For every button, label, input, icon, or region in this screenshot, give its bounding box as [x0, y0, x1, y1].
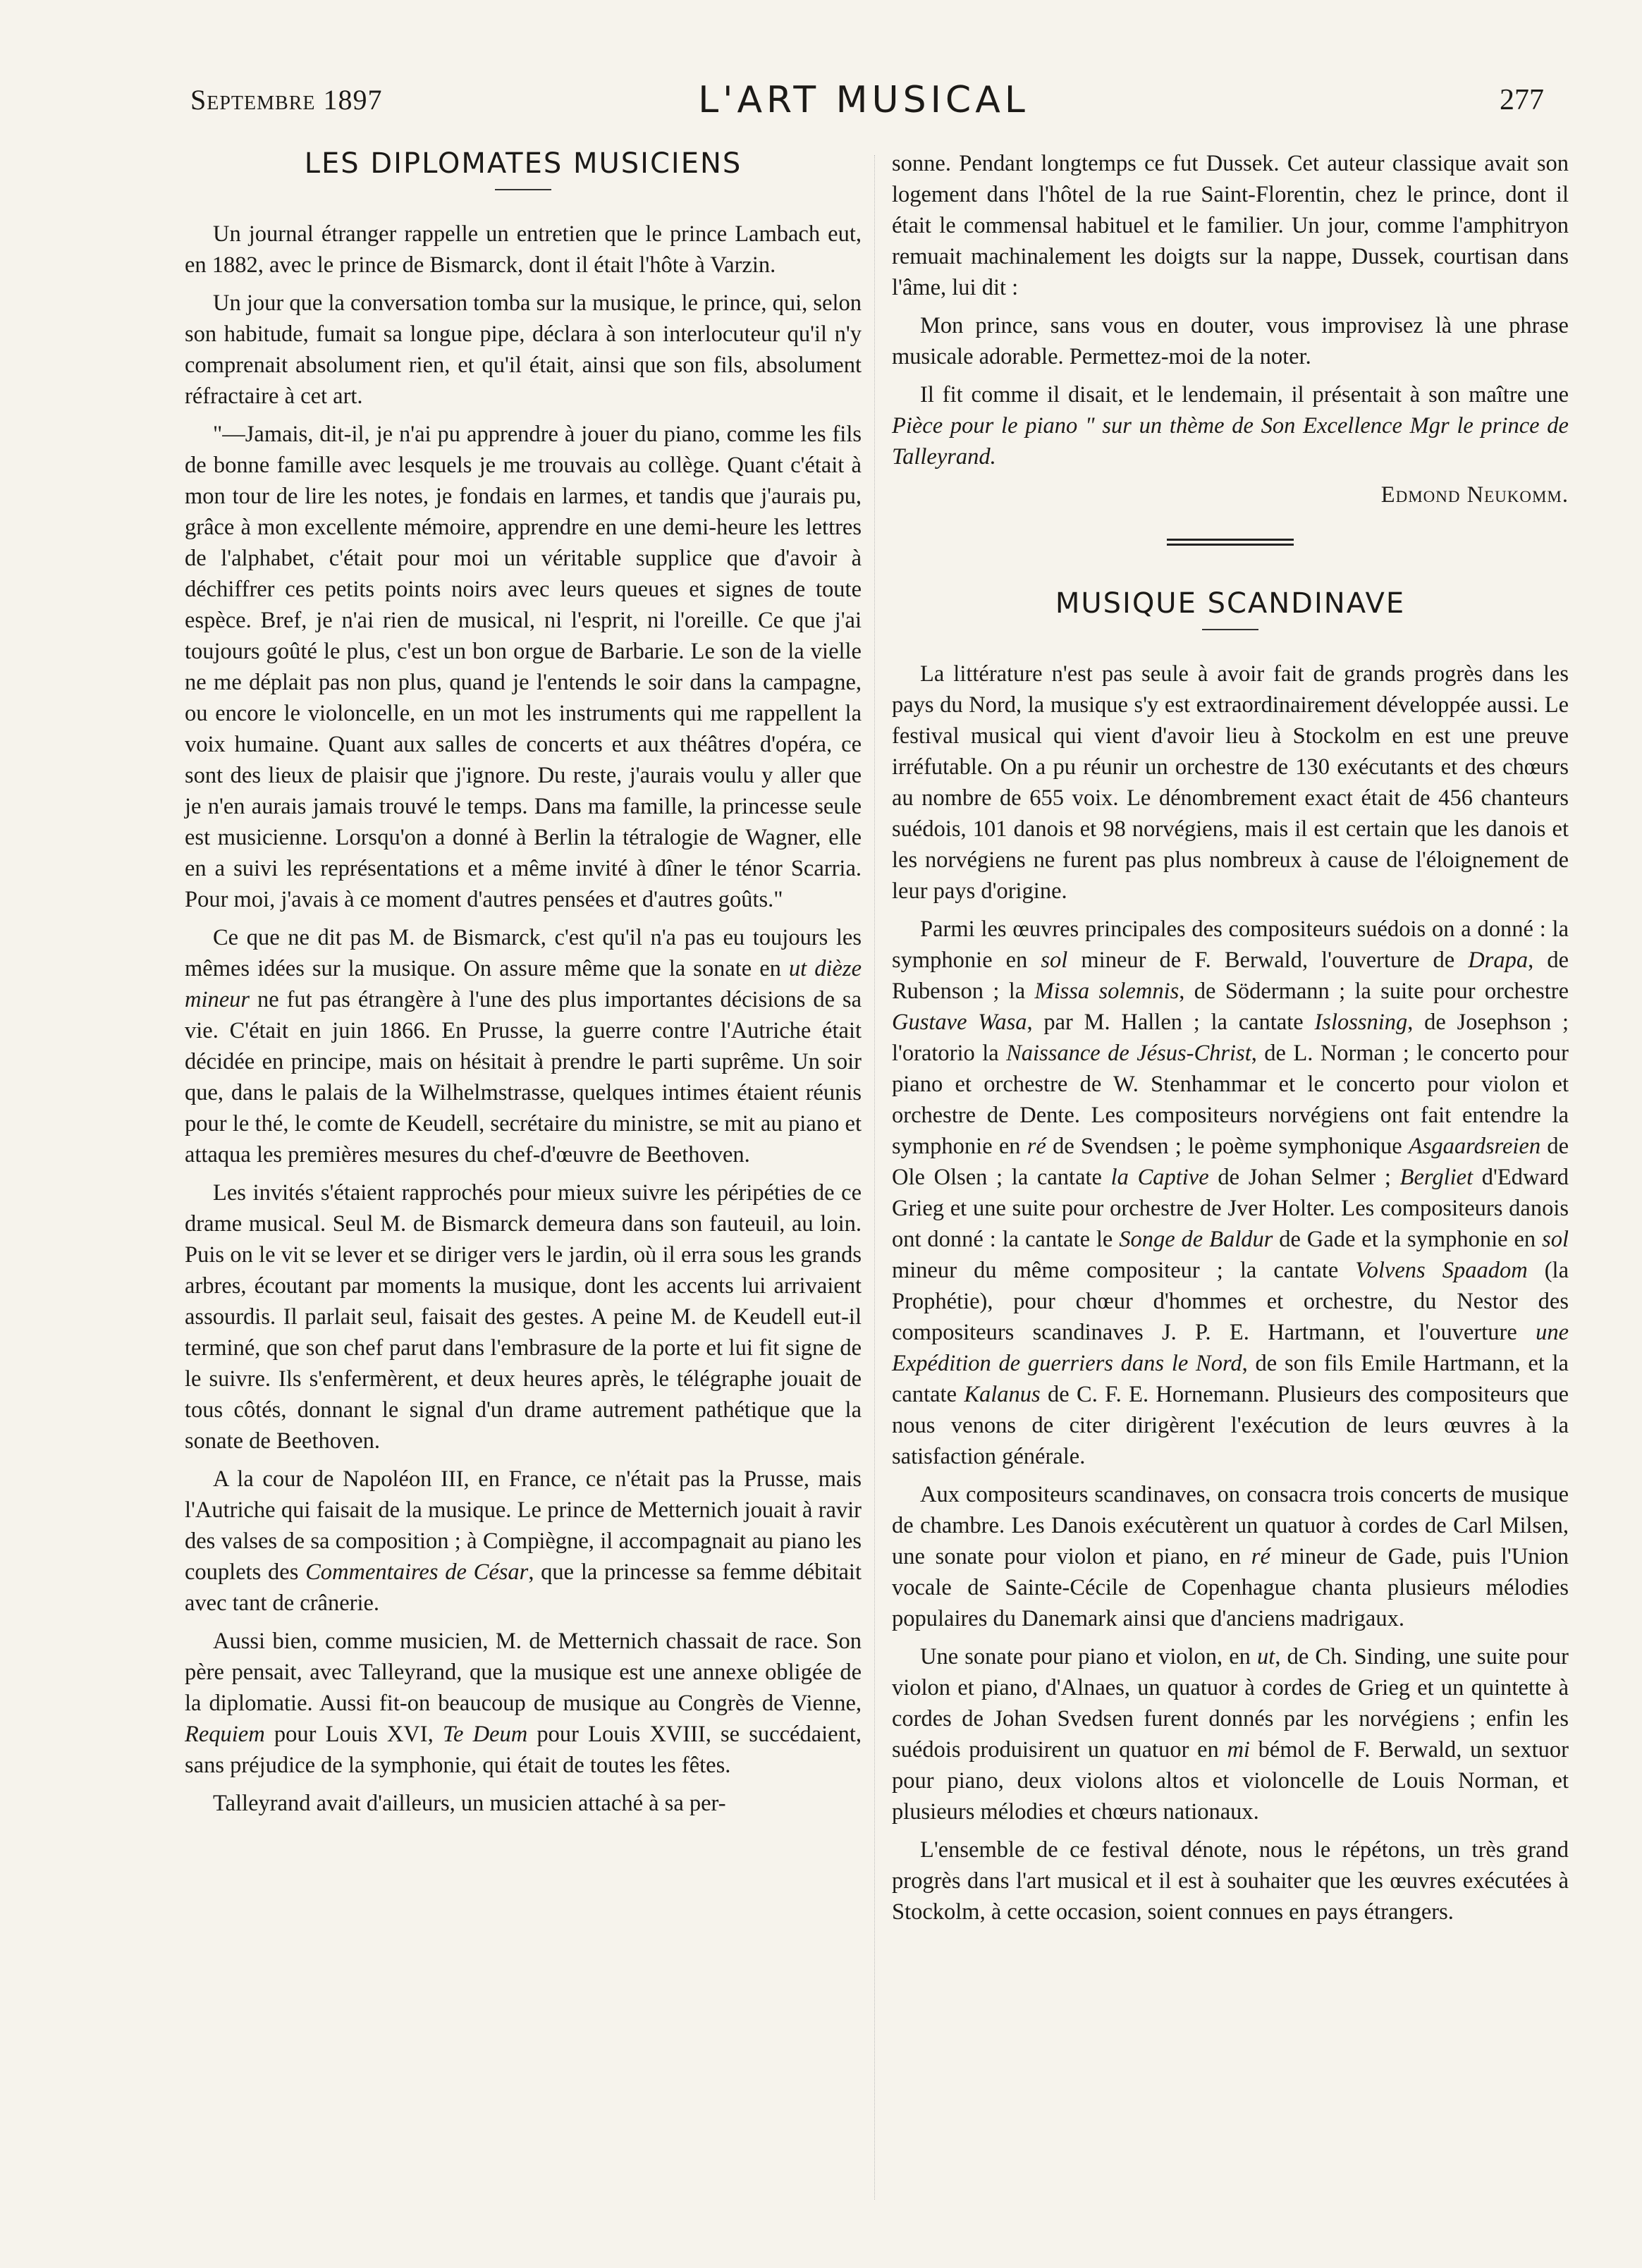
- paragraph: Parmi les œuvres principales des compositeurs suédois on a donné : la symphonie en sol mineur de F. Berwald, l'ouverture de Drapa, de Rubenson ; la Missa solemnis, de Södermann ; la suite pour orchestre Gustave Wasa, par M. Hallen ; la cantate Islossning, de Josephson ; l'oratorio la Naissance de Jésus-Christ, de L. Norman ; le concerto pour piano et orchestre de W. Stenhammar et le concerto pour violon et orchestre de Dente. Les compositeurs norvégiens ont fait entendre la symphonie en ré de Svendsen ; le poème symphonique Asgaardsreien de Ole Olsen ; la cantate la Captive de Johan Selmer ; Bergliet d'Edward Grieg et une suite pour orchestre de Jver Holter. Les compositeurs danois ont donné : la cantate le Songe de Baldur de Gade et la symphonie en sol mineur du même compositeur ; la cantate Volvens Spaadom (la Prophétie), pour chœur d'hommes et orchestre, du Nestor des compositeurs scandinaves J. P. E. Hartmann, et l'ouverture une Expédition de guerriers dans le Nord, de son fils Emile Hartmann, et la cantate Kalanus de C. F. E. Hornemann. Plusieurs des compositeurs que nous venons de citer dirigèrent l'exécution de leurs œuvres à la satisfaction générale.: [892, 917, 1569, 1469]
- journal-title: L'ART MUSICAL: [698, 79, 1029, 121]
- paragraph: Un journal étranger rappelle un entretien que le prince Lambach eut, en 1882, avec le prince de Bismarck, dont il était l'hôte à Varzin.: [185, 221, 862, 278]
- title-rule: [1202, 629, 1258, 630]
- paragraph: Aussi bien, comme musicien, M. de Metternich chassait de race. Son père pensait, avec Talleyrand, que la musique est une annexe obligée de la diplomatie. Aussi fit-on beaucoup de musique au Congrès de Vienne, Requiem pour Louis XVI, Te Deum pour Louis XVIII, se succédaient, sans préjudice de la symphonie, qui était de toutes les fêtes.: [185, 1629, 862, 1778]
- article-separator: [1167, 539, 1294, 546]
- paragraph: Une sonate pour piano et violon, en ut, de Ch. Sinding, une suite pour violon et piano, d'Alnaes, un quatuor à cordes de Grieg et un quintette à cordes de Johan Svedsen furent donnés par les norvégiens ; enfin les suédois produisirent un quatuor en mi bémol de F. Berwald, un sextuor pour piano, deux violons altos et violoncelle de Louis Norman, et plusieurs mélodies et chœurs nationaux.: [892, 1644, 1569, 1825]
- paragraph: Il fit comme il disait, et le lendemain, il présentait à son maître une Pièce pour le piano " sur un thème de Son Excellence Mgr le prince de Talleyrand.: [892, 382, 1569, 470]
- article-title: MUSIQUE SCANDINAVE: [1055, 587, 1406, 620]
- paragraph: Talleyrand avait d'ailleurs, un musicien attaché à sa per-: [213, 1791, 726, 1816]
- paragraph: Mon prince, sans vous en douter, vous improvisez là une phrase musicale adorable. Permettez-moi de la noter.: [892, 313, 1569, 369]
- paragraph: A la cour de Napoléon III, en France, ce n'était pas la Prusse, mais l'Autriche qui faisait de la musique. Le prince de Metternich jouait à ravir des valses de sa composition ; à Compiègne, il accompagnait au piano les couplets des Commentaires de César, que la princesse sa femme débitait avec tant de crânerie.: [185, 1466, 862, 1616]
- paragraph: Aux compositeurs scandinaves, on consacra trois concerts de musique de chambre. Les Danois exécutèrent un quatuor à cordes de Carl Milsen, une sonate pour violon et piano, en ré mineur de Gade, puis l'Union vocale de Sainte-Cécile de Copenhague chanta plusieurs mélodies populaires du Danemark ainsi que d'anciens madrigaux.: [892, 1482, 1569, 1631]
- paragraph: Ce que ne dit pas M. de Bismarck, c'est qu'il n'a pas eu toujours les mêmes idées sur la musique. On assure même que la sonate en ut dièze mineur ne fut pas étrangère à l'une des plus importantes décisions de sa vie. C'était en juin 1866. En Prusse, la guerre contre l'Autriche était décidée en principe, mais on hésitait à prendre le parti suprême. Un soir que, dans le palais de la Wilhelmstrasse, quelques intimes étaient réunis pour le thé, le comte de Keudell, secrétaire du ministre, se mit au piano et attaqua les premières mesures du chef-d'œuvre de Beethoven.: [185, 925, 862, 1167]
- paragraph: Les invités s'étaient rapprochés pour mieux suivre les péripéties de ce drame musical. Seul M. de Bismarck demeura dans son fauteuil, au loin. Puis on le vit se lever et se diriger vers le jardin, où il erra sous les grands arbres, écoutant par moments la musique, dont les accents lui arrivaient assourdis. Il parlait seul, faisait des gestes. A peine M. de Keudell eut-il terminé, que son chef parut dans l'embrasure de la porte et lui fit signe de le suivre. Ils s'enfermèrent, et deux heures après, le télégraphe jouait de tous côtés, donnant le signal d'un drame autrement pathétique que la sonate de Beethoven.: [185, 1180, 862, 1454]
- page-number: 277: [1500, 84, 1544, 116]
- left-column: [185, 148, 862, 1826]
- issue-date: Septembre 1897: [190, 84, 383, 116]
- right-column: [892, 148, 1569, 1935]
- author-signature: Edmond Neukomm.: [1380, 482, 1569, 508]
- paragraph-continued: sonne. Pendant longtemps ce fut Dussek. Cet auteur classique avait son logement dans l'hôtel de la rue Saint-Florentin, chez le prince, dont il était le commensal habituel et le familier. Un jour, comme l'amphitryon remuait machinalement les doigts sur la nappe, Dussek, courtisan dans l'âme, lui dit :: [892, 151, 1569, 300]
- paragraph: Un jour que la conversation tomba sur la musique, le prince, qui, selon son habitude, fumait sa longue pipe, déclara à son interlocuteur qu'il n'y comprenait absolument rien, et qu'il était, ainsi que son fils, absolument réfractaire à cet art.: [185, 290, 862, 409]
- article-title: LES DIPLOMATES MUSICIENS: [304, 147, 742, 180]
- paragraph: L'ensemble de ce festival dénote, nous le répétons, un très grand progrès dans l'art musical et il est à souhaiter que les œuvres exécutées à Stockolm, à cette occasion, soient connues en pays étrangers.: [892, 1837, 1569, 1925]
- title-rule: [495, 189, 551, 190]
- paragraph: La littérature n'est pas seule à avoir fait de grands progrès dans les pays du Nord, la musique s'y est extraordinairement développée aussi. Le festival musical qui vient d'avoir lieu à Stockolm en est une preuve irréfutable. On a pu réunir un orchestre de 130 exécutants et des chœurs au nombre de 655 voix. Le dénombrement exact était de 456 chanteurs suédois, 101 danois et 98 norvégiens, mais il est certain que les danois et les norvégiens ne furent pas plus nombreux à cause de l'éloignement de leur pays d'origine.: [892, 661, 1569, 904]
- paragraph: "—Jamais, dit-il, je n'ai pu apprendre à jouer du piano, comme les fils de bonne famille avec lesquels je me trouvais au collège. Quant c'était à mon tour de lire les notes, je fondais en larmes, et tandis que j'aurais pu, grâce à mon excellente mémoire, apprendre en une demi-heure les lettres de l'alphabet, c'était pour moi un véritable supplice que d'avoir à déchiffrer ces petits points noirs avec leurs queues et signes de toute espèce. Bref, je n'ai rien de musical, ni l'esprit, ni l'oreille. Ce que j'ai toujours goûté le plus, c'est un bon orgue de Barbarie. Le son de la vielle ne me déplait pas non plus, quand je l'entends le soir dans la campagne, ou encore le violoncelle, en un mot les instruments qui me rappellent la voix humaine. Quant aux salles de concerts et aux théâtres d'opéra, ce sont des lieux de plaisir que j'ignore. Du reste, j'aurais voulu y aller que je n'en aurais jamais trouvé le temps. Dans ma famille, la princesse seule est musicienne. Lorsqu'on a donné à Berlin la tétralogie de Wagner, elle en a suivi les représentations et a même invité à dîner le ténor Scarria. Pour moi, j'avais à ce moment d'autres pensées et d'autres goûts.": [185, 422, 862, 912]
- page-header: [176, 79, 1551, 140]
- column-separator: [874, 155, 875, 2200]
